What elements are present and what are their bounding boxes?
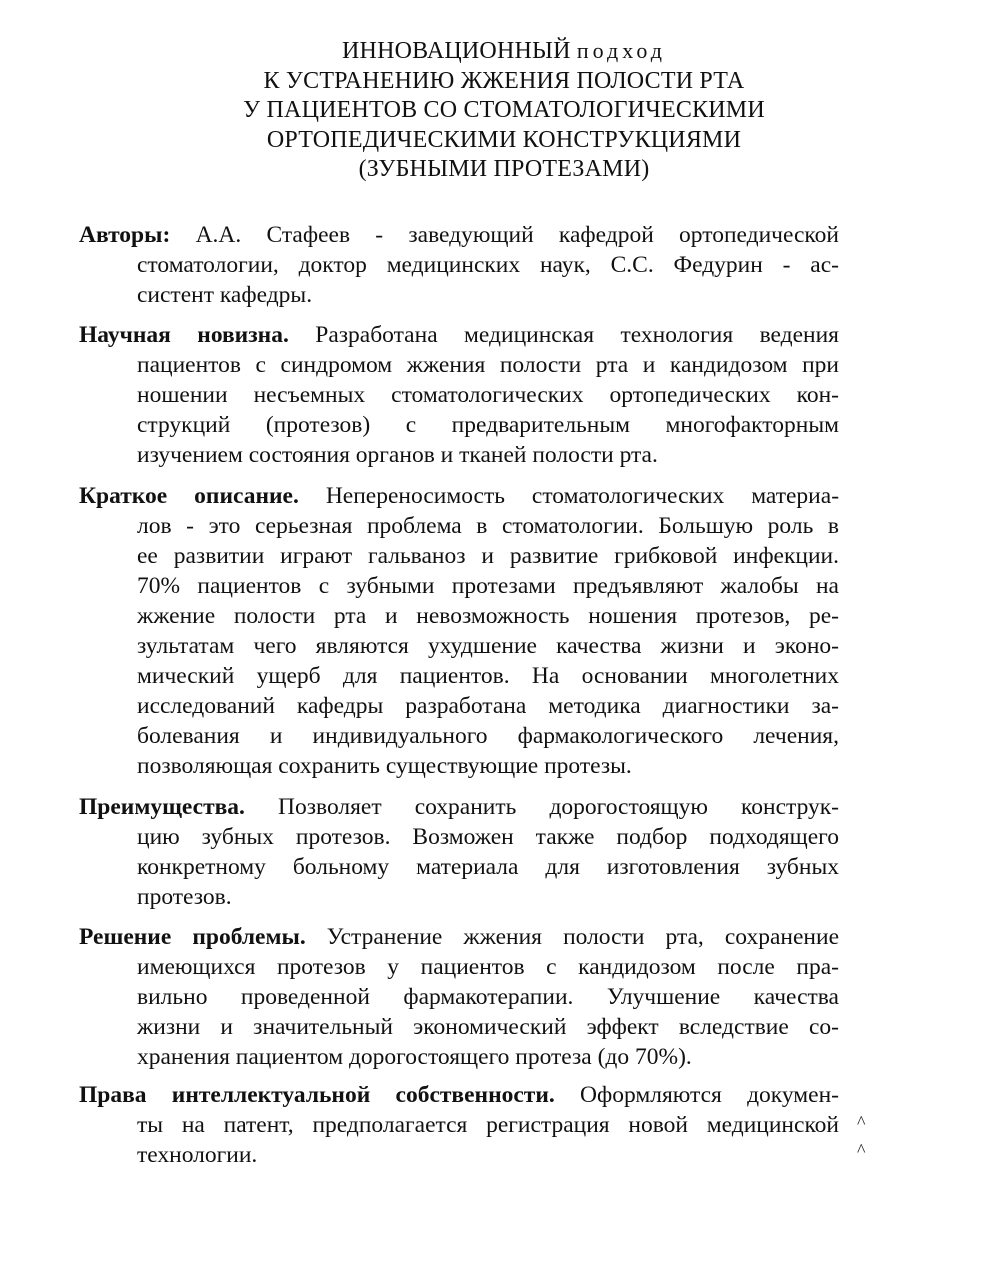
summary-line-3: ее развитии играют гальваноз и развитие грибковой инфекции.: [137, 543, 839, 569]
title-line-3: У ПАЦИЕНТОВ СО СТОМАТОЛОГИЧЕСКИМИ: [243, 97, 765, 123]
novelty-line-5: изучением состояния органов и тканей полости рта.: [137, 442, 658, 468]
advantages-line-3: конкретному больному материала для изготовления зубных: [137, 854, 839, 880]
summary-line-1: [79, 481, 839, 511]
ip-label: Права интеллектуальной собственности.: [79, 1082, 555, 1108]
caret-mark-2: ^: [857, 1140, 866, 1160]
authors-section: [79, 220, 839, 310]
title-line-1-spaced: подход: [576, 38, 666, 63]
summary-line-4: 70% пациентов с зубными протезами предъявляют жалобы на: [137, 573, 839, 599]
advantages-label: Преимущества.: [79, 794, 245, 820]
summary-line-7: мический ущерб для пациентов. На основании многолетних: [137, 663, 839, 689]
advantages-text-1: Позволяет сохранить дорогостоящую конструк-: [278, 794, 839, 820]
summary-line-5: жжение полости рта и невозможность ношения протезов, ре-: [137, 603, 839, 629]
solution-line-3: вильно проведенной фармакотерапии. Улучшение качества: [137, 984, 839, 1010]
document-title: [0, 36, 1008, 185]
solution-line-2: имеющихся протезов у пациентов с кандидозом после пра-: [137, 954, 839, 980]
summary-section: [79, 481, 839, 781]
novelty-text-1: Разработана медицинская технология ведения: [315, 322, 839, 348]
novelty-section: [79, 320, 839, 470]
summary-line-8: исследований кафедры разработана методика диагностики за-: [137, 693, 839, 719]
ip-line-1: [79, 1080, 839, 1110]
authors-label: Авторы:: [79, 222, 171, 248]
summary-text-1: Непереносимость стоматологических материа-: [325, 483, 840, 509]
novelty-line-4: струкций (протезов) с предварительным многофакторным: [137, 412, 839, 438]
advantages-line-2: цию зубных протезов. Возможен также подбор подходящего: [137, 824, 839, 850]
ip-line-2: ты на патент, предполагается регистрация новой медицинской: [137, 1112, 839, 1138]
summary-line-9: болевания и индивидуального фармакологического лечения,: [137, 723, 839, 749]
solution-line-5: хранения пациентом дорогостоящего протеза (до 70%).: [137, 1044, 692, 1070]
authors-line-3: систент кафедры.: [137, 282, 313, 308]
solution-section: [79, 922, 839, 1072]
title-line-5: (ЗУБНЫМИ ПРОТЕЗАМИ): [358, 156, 650, 182]
novelty-label: Научная новизна.: [79, 322, 289, 348]
solution-label: Решение проблемы.: [79, 924, 306, 950]
novelty-line-1: [79, 320, 839, 350]
authors-text-1: А.А. Стафеев - заведующий кафедрой ортопедической: [195, 222, 839, 248]
authors-line-2: стоматологии, доктор медицинских наук, С.С. Федурин - ас-: [137, 252, 839, 278]
advantages-section: [79, 792, 839, 912]
solution-line-4: жизни и значительный экономический эффект вследствие со-: [137, 1014, 839, 1040]
novelty-line-3: ношении несъемных стоматологических ортопедических кон-: [137, 382, 839, 408]
summary-line-6: зультатам чего являются ухудшение качества жизни и эконо-: [137, 633, 839, 659]
summary-label: Краткое описание.: [79, 483, 299, 509]
title-line-4: ОРТОПЕДИЧЕСКИМИ КОНСТРУКЦИЯМИ: [266, 126, 742, 153]
authors-line-1: [79, 220, 839, 250]
solution-line-1: [79, 922, 839, 952]
caret-mark-1: ^: [857, 1112, 866, 1132]
title-line-1: [0, 36, 1008, 67]
summary-line-2: лов - это серьезная проблема в стоматологии. Большую роль в: [137, 513, 839, 539]
ip-section: [79, 1080, 839, 1170]
ip-text-1: Оформляются докумен-: [580, 1082, 840, 1108]
advantages-line-1: [79, 792, 839, 822]
summary-line-10: позволяющая сохранить существующие протезы.: [137, 753, 632, 779]
title-line-1-main: ИННОВАЦИОННЫЙ: [342, 38, 571, 64]
title-line-2: К УСТРАНЕНИЮ ЖЖЕНИЯ ПОЛОСТИ РТА: [263, 67, 745, 94]
advantages-line-4: протезов.: [137, 884, 232, 910]
ip-line-3: технологии.: [137, 1142, 258, 1168]
novelty-line-2: пациентов с синдромом жжения полости рта и кандидозом при: [137, 352, 839, 378]
solution-text-1: Устранение жжения полости рта, сохранение: [326, 924, 839, 950]
